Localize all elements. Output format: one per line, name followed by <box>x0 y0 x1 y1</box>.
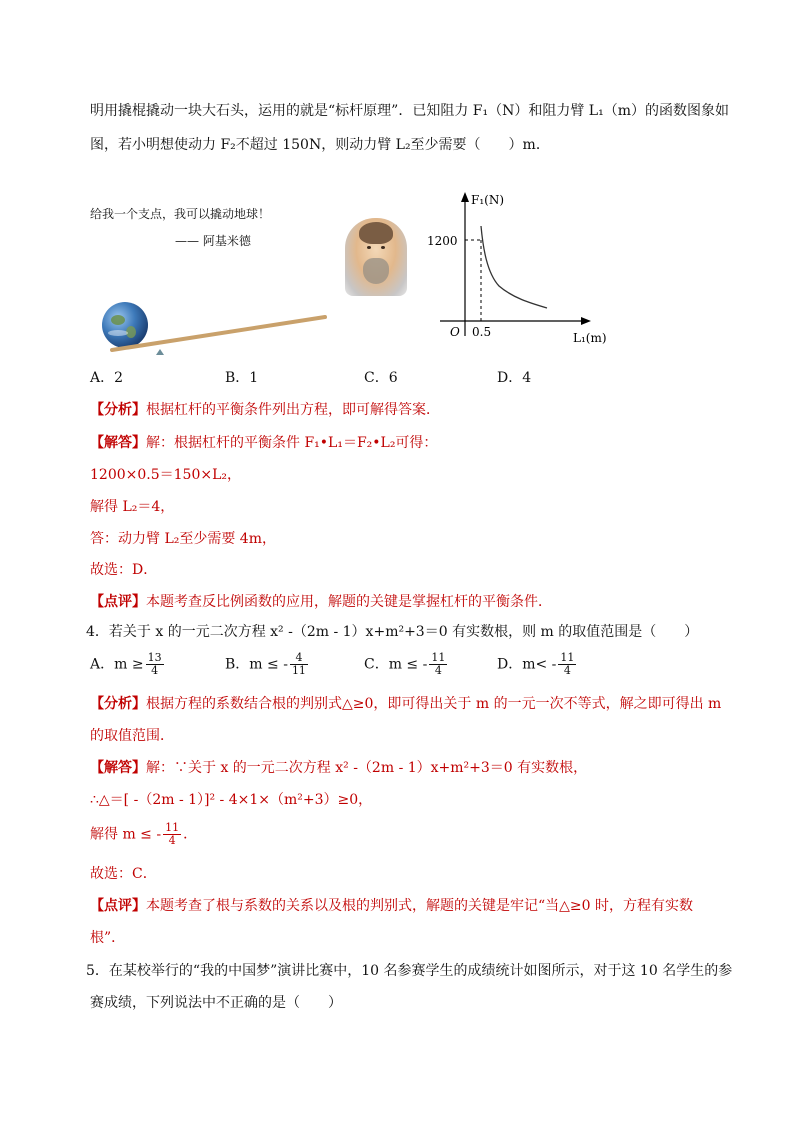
q4-option-d-label: D．m< - <box>497 656 557 673</box>
q4-analysis-2: 的取值范围． <box>90 728 174 744</box>
analysis-text: 根据杠杆的平衡条件列出方程，即可解得答案． <box>146 402 440 418</box>
numerator: 11 <box>431 651 446 664</box>
analysis-tag: 【分析】 <box>90 696 146 712</box>
q4-option-a[interactable] <box>90 652 166 677</box>
q4-option-d[interactable] <box>497 652 578 677</box>
q5-stem-1: 5．在某校举行的“我的中国梦”演讲比赛中，10 名参赛学生的成绩统计如图所示，对于这 10 名学生的参 <box>86 963 733 979</box>
q3-option-c[interactable]: C．6 <box>364 370 398 386</box>
y-axis-arrow <box>461 192 469 202</box>
q4-comment-1 <box>90 896 693 916</box>
q4-option-d-fraction <box>558 652 576 677</box>
answer-text: 解：根据杠杆的平衡条件 F₁•L₁＝F₂•L₂可得： <box>146 435 438 451</box>
archimedes-author: —— 阿基米德 <box>175 234 251 248</box>
q3-answer-1 <box>90 433 437 453</box>
q3-stem-line1: 明用撬棍撬动一块大石头，运用的就是“标杆原理”．已知阻力 F₁（N）和阻力臂 L₁（m）的函数图象如 <box>90 103 729 119</box>
inverse-curve <box>481 226 547 308</box>
q4-option-b-label: B．m ≤ - <box>225 656 288 673</box>
origin-label: O <box>450 325 460 339</box>
denominator: 4 <box>563 664 571 677</box>
q3-comment <box>90 592 552 612</box>
numerator: 11 <box>165 821 180 834</box>
inverse-function-graph <box>425 188 615 348</box>
comment-text: 本题考查反比例函数的应用，解题的关键是掌握杠杆的平衡条件． <box>146 594 552 610</box>
q4-option-a-fraction <box>146 652 164 677</box>
q4-option-b[interactable] <box>225 652 310 677</box>
answer-3-prefix: 解得 m ≤ - <box>90 826 162 843</box>
denominator: 4 <box>168 834 176 847</box>
q3-option-a[interactable]: A．2 <box>90 370 124 386</box>
x-tick-label: 0.5 <box>472 325 492 339</box>
archimedes-portrait <box>345 218 407 296</box>
q3-answer-5: 故选：D． <box>90 562 158 578</box>
q4-answer-3 <box>90 822 197 847</box>
q4-answer-1 <box>90 758 587 778</box>
y-tick-label: 1200 <box>427 234 458 248</box>
answer-3-fraction <box>163 822 181 847</box>
numerator: 4 <box>290 652 308 665</box>
q3-option-d[interactable]: D．4 <box>497 370 532 386</box>
comment-text: 本题考查了根与系数的关系以及根的判别式，解题的关键是牢记“当△≥0 时，方程有实数 <box>146 898 694 914</box>
comment-tag: 【点评】 <box>90 898 146 914</box>
q3-option-b[interactable]: B．1 <box>225 370 259 386</box>
q4-comment-2: 根”． <box>90 930 126 946</box>
q4-stem: 4．若关于 x 的一元二次方程 x² -（2m - 1）x+m²+3＝0 有实数根，则 m 的取值范围是（ ） <box>86 624 699 640</box>
numerator: 11 <box>560 651 575 664</box>
lever-illustration <box>90 200 335 360</box>
q4-answer-2: ∴△＝[ -（2m - 1）]² - 4×1×（m²+3）≥0， <box>90 792 373 808</box>
q4-option-a-label: A．m ≥ <box>90 656 144 673</box>
x-axis-label: L₁(m) <box>573 331 607 345</box>
q3-stem-line2: 图，若小明想使动力 F₂不超过 150N，则动力臂 L₂至少需要（ ）m． <box>90 137 550 153</box>
archimedes-quote: 给我一个支点，我可以撬动地球！ <box>90 207 271 221</box>
q3-answer-4: 答：动力臂 L₂至少需要 4m， <box>90 531 276 547</box>
y-axis-label: F₁(N) <box>471 193 504 207</box>
q3-analysis <box>90 400 440 420</box>
numerator: 13 <box>147 651 162 664</box>
q5-stem-2: 赛成绩，下列说法中不正确的是（ ） <box>90 995 342 1011</box>
answer-tag: 【解答】 <box>90 760 146 776</box>
denominator: 11 <box>291 664 306 677</box>
x-axis-arrow <box>581 317 591 325</box>
q4-option-c[interactable] <box>364 652 449 677</box>
analysis-text: 根据方程的系数结合根的判别式△≥0，即可得出关于 m 的一元一次不等式，解之即可得出 m <box>146 696 722 712</box>
answer-tag: 【解答】 <box>90 435 146 451</box>
q4-option-c-fraction <box>429 652 447 677</box>
answer-text: 解：∵关于 x 的一元二次方程 x² -（2m - 1）x+m²+3＝0 有实数根， <box>146 760 588 776</box>
q3-answer-2: 1200×0.5＝150×L₂， <box>90 467 241 483</box>
analysis-tag: 【分析】 <box>90 402 146 418</box>
q4-answer-4: 故选：C． <box>90 866 157 882</box>
denominator: 4 <box>151 664 159 677</box>
answer-3-suffix: ． <box>183 826 198 843</box>
denominator: 4 <box>434 664 442 677</box>
comment-tag: 【点评】 <box>90 594 146 610</box>
q3-answer-3: 解得 L₂＝4， <box>90 499 175 515</box>
q4-option-b-fraction <box>290 652 308 677</box>
q4-analysis-1 <box>90 694 721 714</box>
q4-option-c-label: C．m ≤ - <box>364 656 428 673</box>
lever-plank <box>90 200 335 360</box>
